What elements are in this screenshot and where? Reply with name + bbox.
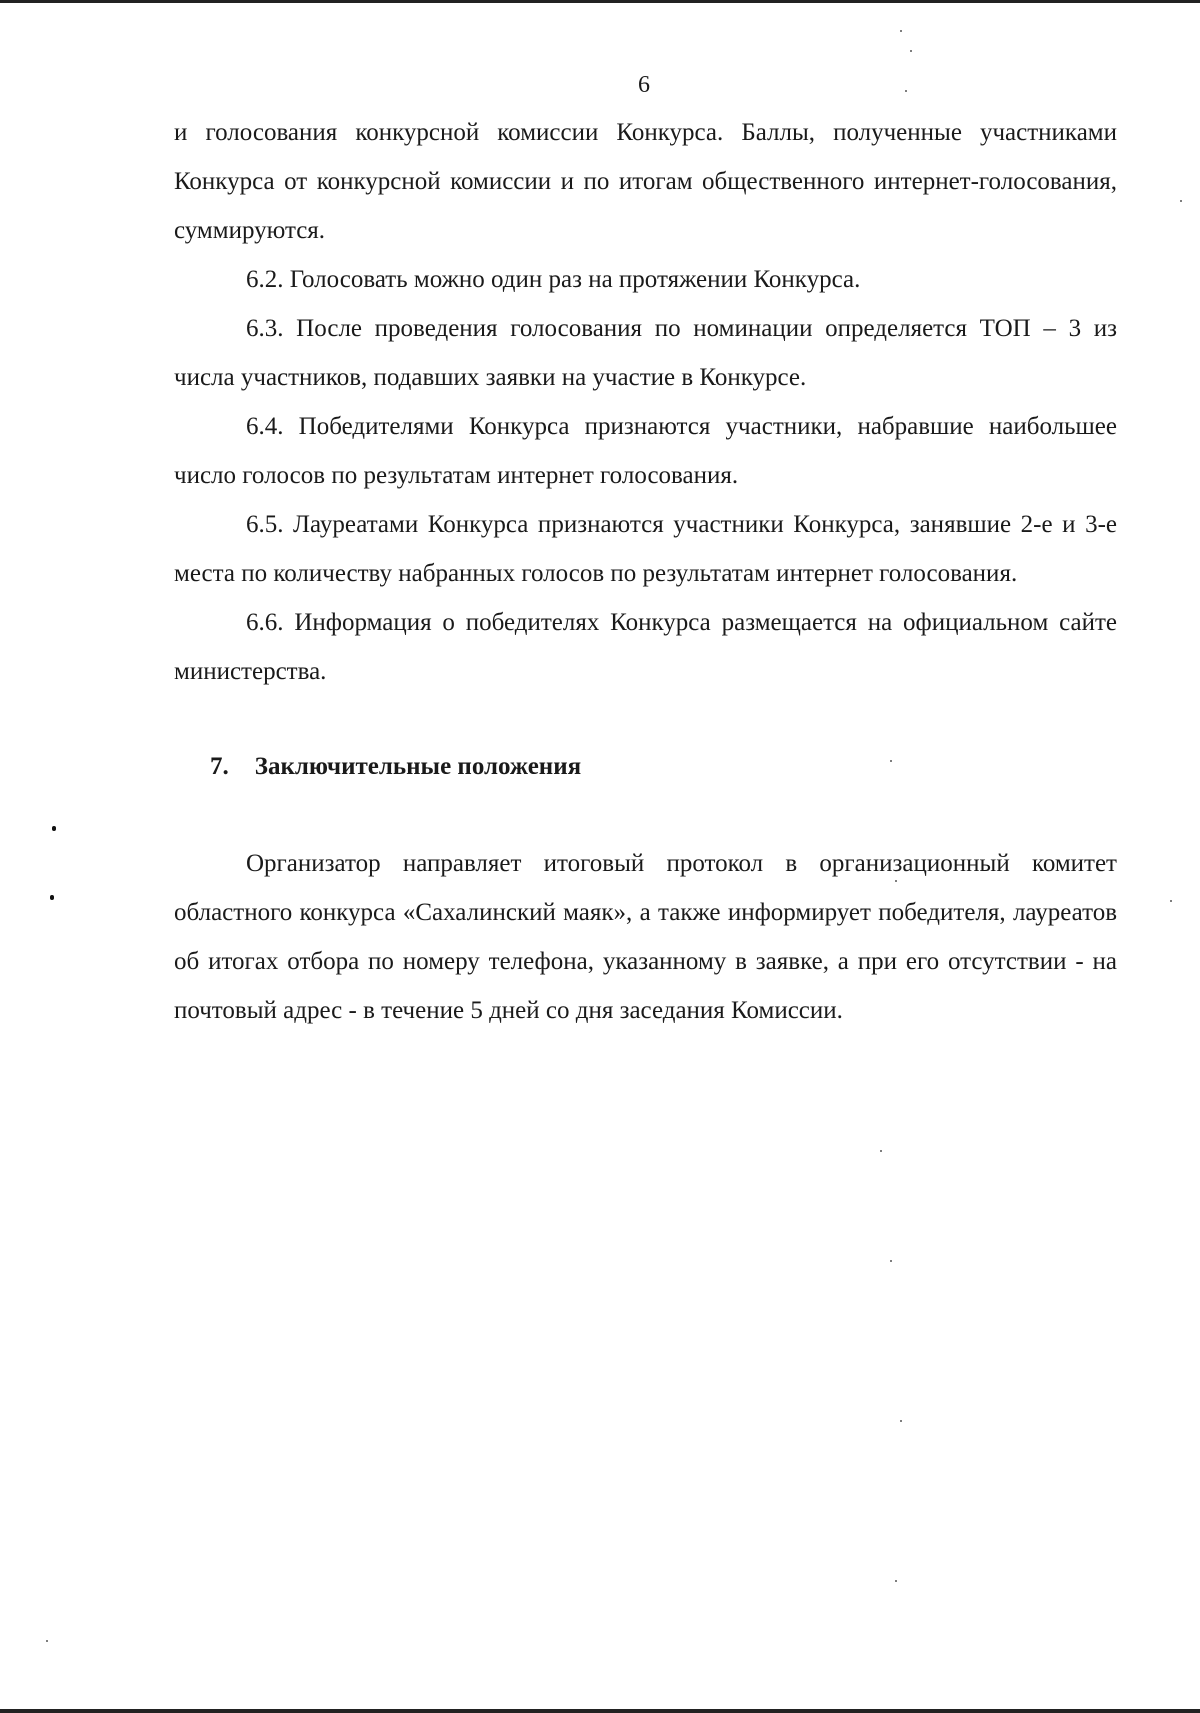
scan-speck — [910, 50, 912, 52]
scan-dot — [52, 826, 56, 831]
section-number: 7. — [210, 753, 229, 780]
scan-speck — [895, 880, 897, 882]
section-heading — [174, 742, 1117, 791]
document-body — [174, 108, 1117, 1035]
scan-speck — [1170, 900, 1172, 902]
scan-speck — [890, 1260, 892, 1262]
scan-speck — [905, 90, 907, 92]
scan-speck — [900, 30, 902, 32]
paragraph-final: Организатор направляет итоговый протокол в организационный комитет областного конкурса «Сахалинский маяк», а также информирует победителя, лауреатов об итогах отбора по номеру телефона, указанному в заявке, а при его отсутствии - на почтовый адрес - в течение 5 дней со дня заседания Комиссии. — [174, 850, 1117, 1024]
scan-speck — [880, 1150, 882, 1152]
scan-edge-top — [0, 0, 1200, 3]
paragraph-6-3: 6.3. После проведения голосования по номинации определяется ТОП – 3 из числа участников, подавших заявки на участие в Конкурсе. — [174, 315, 1117, 391]
section-title: Заключительные положения — [254, 753, 582, 780]
scan-speck — [46, 1640, 48, 1642]
scan-speck — [895, 1580, 897, 1582]
scan-speck — [1180, 200, 1182, 202]
scan-speck — [900, 1420, 902, 1422]
scan-speck — [890, 760, 892, 762]
paragraph-6-6: 6.6. Информация о победителях Конкурса размещается на официальном сайте министерства. — [174, 609, 1117, 685]
scan-edge-bottom — [0, 1709, 1200, 1713]
paragraph-6-2: 6.2. Голосовать можно один раз на протяжении Конкурса. — [246, 266, 861, 293]
paragraph-6-4: 6.4. Победителями Конкурса признаются участники, набравшие наибольшее число голосов по результатам интернет голосования. — [174, 413, 1117, 489]
paragraph-continuation: и голосования конкурсной комиссии Конкурса. Баллы, полученные участниками Конкурса от конкурсной комиссии и по итогам общественного интернет-голосования, суммируются. — [174, 119, 1117, 244]
scan-dot — [50, 895, 54, 900]
paragraph-6-5: 6.5. Лауреатами Конкурса признаются участники Конкурса, занявшие 2-е и 3-е места по количеству набранных голосов по результатам интернет голосования. — [174, 511, 1117, 587]
page-number: 6 — [638, 72, 650, 98]
